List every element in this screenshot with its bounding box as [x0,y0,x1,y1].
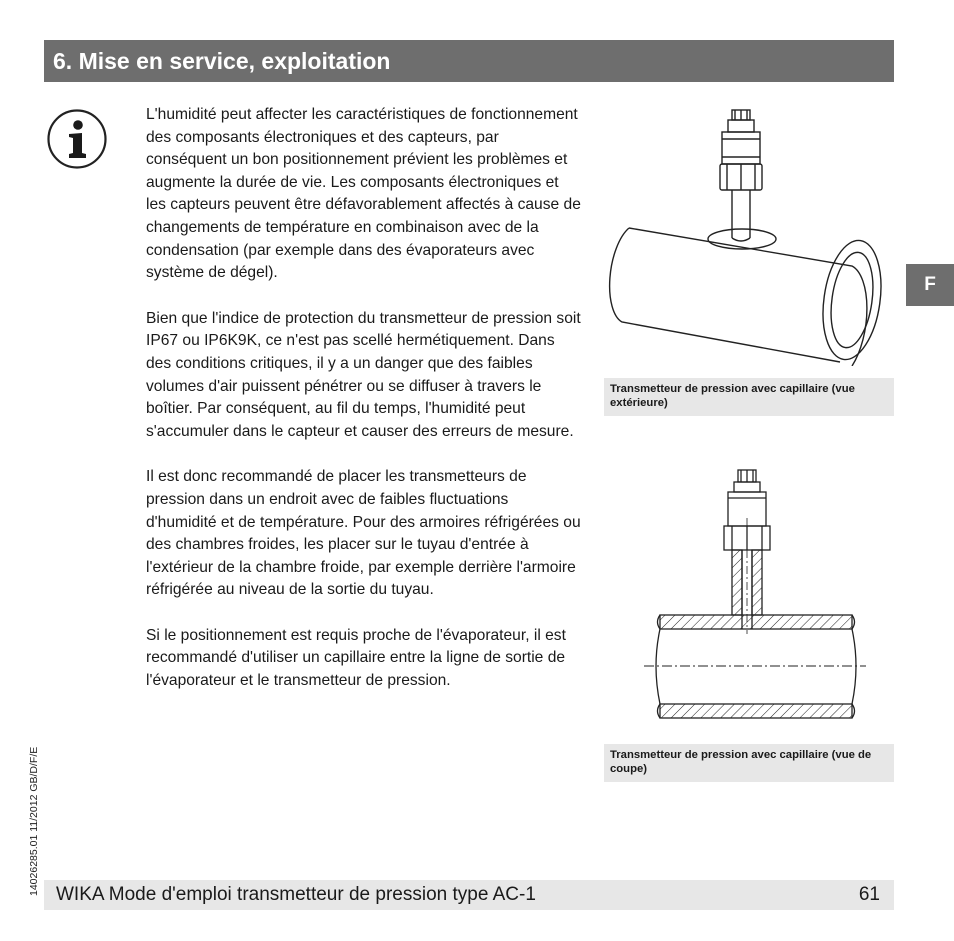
pipe-section [644,615,866,718]
figure-caption: Transmetteur de pression avec capillaire (vue extérieure) [604,378,894,416]
body-text [146,104,582,716]
footer-title: WIKA Mode d'emploi transmetteur de pression type AC-1 [56,884,536,905]
transmitter-section [724,470,770,550]
figure-caption: Transmetteur de pression avec capillaire (vue de coupe) [604,744,894,782]
paragraph: Bien que l'indice de protection du transmetteur de pression soit IP67 ou IP6K9K, ce n'est pas scellé hermétiquement. Dans des conditions critiques, il y a un danger que des faibles volumes d'air puissent pénétrer ou se diffuser à travers le boîtier. Par conséquent, au fil du temps, l'humidité peut s'accumuler dans le capteur et causer des erreurs de mesure. [146,309,581,440]
language-tab: F [906,264,954,306]
page-number: 61 [858,884,880,905]
figure-section-view [604,458,894,728]
info-icon [46,108,108,170]
section-title: 6. Mise en service, exploitation [53,48,391,74]
paragraph: Si le positionnement est requis proche de l'évaporateur, il est recommandé d'utiliser un capillaire entre la ligne de sortie de l'évaporateur et le transmetteur de pression. [146,626,566,690]
capillary-tube [708,190,776,249]
section-header [44,40,894,82]
page-footer [44,880,894,910]
paragraph: Il est donc recommandé de placer les transmetteurs de pression dans un endroit avec de faibles fluctuations d'humidité et de température. Pour des armoires réfrigérées ou des chambres froides, les placer sur le tuyau d'entrée à l'extérieur de la chambre froide, par exemple derrière l'armoire réfrigérée au niveau de la sortie du tuyau. [146,468,581,599]
paragraph: L'humidité peut affecter les caractéristiques de fonctionnement des composants électroniques et des capteurs, par conséquent un bon positionnement prévient les problèmes et augmente la durée de vie. Les composants électroniques et les capteurs peuvent être défavorablement affectés à cause de changements de température en combinaison avec de la condensation (par exemple dans des évaporateurs avec système de dégel). [146,106,581,282]
document-id: 14026285.01 11/2012 GB/D/F/E [28,746,40,896]
figure-exterior-view [604,104,894,366]
transmitter-body [720,110,762,190]
